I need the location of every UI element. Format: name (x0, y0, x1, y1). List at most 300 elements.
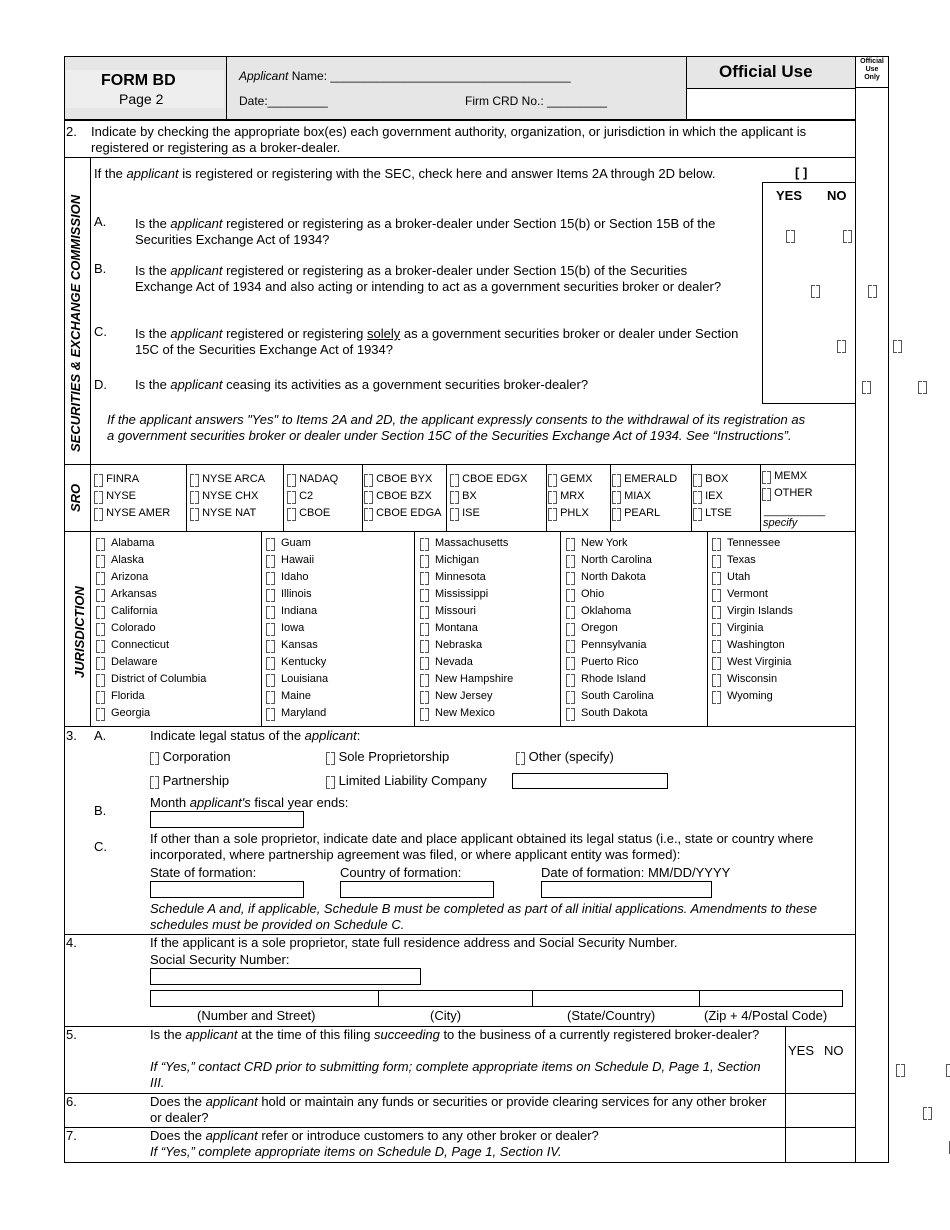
checkbox[interactable] (420, 589, 429, 600)
item3-b-letter: B. (94, 803, 107, 818)
jurisdiction-item[interactable] (96, 705, 206, 722)
jurisdiction-item[interactable] (712, 637, 793, 654)
jurisdiction-item[interactable] (712, 671, 793, 688)
divider (283, 464, 284, 531)
jurisdiction-column-4 (566, 535, 654, 722)
checkbox[interactable] (566, 691, 575, 702)
checkbox[interactable] (266, 657, 275, 668)
jurisdiction-item[interactable] (266, 552, 328, 569)
sro-item[interactable]: C2 (287, 488, 338, 505)
divider (414, 531, 415, 726)
sro-item[interactable]: CBOE EDGX (450, 471, 527, 488)
jurisdiction-item[interactable] (266, 535, 328, 552)
sro-item[interactable]: MEMX (762, 468, 813, 485)
sro-item[interactable]: NYSE AMER (94, 505, 170, 522)
sro-item[interactable]: NYSE ARCA (190, 471, 265, 488)
q-a-no-checkbox[interactable] (843, 230, 852, 241)
sro-column-7 (612, 471, 677, 522)
jurisdiction-label: North Carolina (581, 554, 652, 566)
q-b-text: Is the applicant registered or registering as a broker-dealer under Section 15(b) of the Securities Exchange Act of 1934 and also acting or intending to act as a government securities broker or dealer? (135, 263, 722, 294)
jurisdiction-item[interactable] (712, 688, 793, 705)
q-d-letter: D. (94, 377, 107, 392)
q-b-yes-checkbox[interactable] (811, 285, 820, 296)
jurisdiction-label: Vermont (727, 588, 768, 600)
checkbox[interactable] (420, 640, 429, 651)
country-of-formation-label: Country of formation: (340, 865, 462, 880)
sro-side-label: SRO (68, 483, 83, 512)
jurisdiction-item[interactable] (96, 586, 206, 603)
jurisdiction-item[interactable] (420, 603, 513, 620)
divider (362, 464, 363, 531)
zip-caption: (Zip + 4/Postal Code) (704, 1008, 828, 1023)
divider (691, 464, 692, 531)
item3-c-letter: C. (94, 839, 107, 854)
divider (560, 531, 561, 726)
divider (610, 464, 611, 531)
jurisdiction-label: Wisconsin (727, 673, 778, 685)
checkbox[interactable] (566, 555, 575, 566)
jurisdiction-label: South Carolina (581, 690, 654, 702)
item2-number: 2. (66, 124, 77, 139)
checkbox[interactable] (712, 589, 721, 600)
checkbox[interactable] (96, 623, 105, 634)
jurisdiction-item[interactable] (420, 586, 513, 603)
checkbox[interactable] (420, 691, 429, 702)
page-label: Page 2 (119, 91, 164, 107)
sec-intro: If the applicant is registered or registering with the SEC, check here and answer Items 2A through 2D below. (94, 166, 716, 181)
checkbox[interactable] (96, 589, 105, 600)
item6-yes-checkbox[interactable] (923, 1107, 932, 1118)
checkbox[interactable] (566, 572, 575, 583)
sec-checkbox[interactable]: [ ] (795, 165, 808, 180)
sole-proprietorship-option[interactable]: Sole Proprietorship (326, 749, 449, 765)
date-of-formation-label: Date of formation: MM/DD/YYYY (541, 865, 731, 880)
sro-column-6 (548, 471, 592, 522)
sro-specify-line[interactable]: __________ (764, 505, 826, 517)
consent-note: If the applicant answers "Yes" to Items 2A and 2D, the applicant expressly consents to the withdrawal of its registration as a government securities broker or dealer under Section 15C of the Securities Exchange Act of 1934. See “Instructions”. (107, 412, 806, 443)
sro-column-1 (94, 471, 170, 522)
jurisdiction-item[interactable] (712, 586, 793, 603)
partnership-option[interactable]: Partnership (150, 773, 229, 789)
jurisdiction-label: Wyoming (727, 690, 773, 702)
item3-c-text: If other than a sole proprietor, indicate date and place applicant obtained its legal status (i.e., state or country where incorporated, where partnership agreement was filed, or where applicant entity was formed): (150, 831, 814, 862)
checkbox[interactable] (96, 708, 105, 719)
jurisdiction-item[interactable] (712, 569, 793, 586)
jurisdiction-item[interactable] (420, 620, 513, 637)
sro-item[interactable]: PEARL (612, 505, 677, 522)
item3-b-text: Month applicant's fiscal year ends: (150, 795, 349, 810)
sro-item[interactable]: CBOE BYX (364, 471, 441, 488)
item5-yes-header: YES (788, 1043, 815, 1058)
checkbox[interactable] (266, 691, 275, 702)
applicant-name-line: Name: ____________________________________ (288, 69, 571, 83)
divider (186, 464, 187, 531)
jurisdiction-label: New Hampshire (435, 673, 514, 685)
item5-no-header: NO (824, 1043, 844, 1058)
ssn-label: Social Security Number: (150, 952, 290, 967)
q-b-no-checkbox[interactable] (868, 285, 877, 296)
jurisdiction-label: South Dakota (581, 707, 648, 719)
jurisdiction-item[interactable] (266, 688, 328, 705)
official-use-only-label: Official Use Only (860, 58, 884, 81)
jurisdiction-label: Virginia (727, 622, 764, 634)
jurisdiction-label: Kentucky (281, 656, 327, 668)
jurisdiction-item[interactable] (566, 688, 654, 705)
checkbox[interactable] (420, 674, 429, 685)
item3-a-text: Indicate legal status of the applicant: (150, 728, 361, 743)
divider (261, 531, 262, 726)
checkbox[interactable] (566, 657, 575, 668)
jurisdiction-label: Hawaii (281, 554, 315, 566)
checkbox[interactable] (566, 538, 575, 549)
checkbox[interactable] (420, 623, 429, 634)
item5-number: 5. (66, 1027, 77, 1042)
checkbox[interactable] (266, 606, 275, 617)
state-country-input[interactable] (532, 990, 700, 1007)
jurisdiction-item[interactable] (266, 603, 328, 620)
corporation-option[interactable]: Corporation (150, 749, 231, 765)
jurisdiction-label: New York (581, 537, 628, 549)
divider (226, 56, 227, 120)
sro-column-2 (190, 471, 265, 522)
item7-text: Does the applicant refer or introduce customers to any other broker or dealer? (150, 1128, 599, 1143)
sro-column-3 (287, 471, 338, 522)
sro-item[interactable]: NYSE NAT (190, 505, 265, 522)
checkbox[interactable] (266, 555, 275, 566)
checkbox[interactable] (712, 640, 721, 651)
sro-item[interactable]: FINRA (94, 471, 170, 488)
checkbox[interactable] (96, 555, 105, 566)
sro-item[interactable]: MIAX (612, 488, 677, 505)
checkbox[interactable] (712, 555, 721, 566)
sro-item[interactable]: MRX (548, 488, 592, 505)
jurisdiction-item[interactable] (266, 671, 328, 688)
checkbox[interactable] (712, 623, 721, 634)
q-c-letter: C. (94, 324, 107, 339)
jurisdiction-item[interactable] (266, 569, 328, 586)
jurisdiction-item[interactable] (96, 620, 206, 637)
jurisdiction-label: Minnesota (435, 571, 486, 583)
jurisdiction-item[interactable] (420, 654, 513, 671)
jurisdiction-item[interactable] (420, 637, 513, 654)
jurisdiction-label: Massachusetts (435, 537, 509, 549)
jurisdiction-label: Louisiana (281, 673, 329, 685)
jurisdiction-item[interactable] (566, 569, 654, 586)
divider (546, 464, 547, 531)
street-input[interactable] (150, 990, 379, 1007)
checkbox[interactable] (266, 674, 275, 685)
item4-text: If the applicant is a sole proprietor, state full residence address and Social Security Number. (150, 935, 678, 950)
checkbox[interactable] (266, 623, 275, 634)
jurisdiction-label: Tennessee (727, 537, 781, 549)
jurisdiction-label: Maryland (281, 707, 327, 719)
state-of-formation-label: State of formation: (150, 865, 257, 880)
sro-item[interactable]: NYSE CHX (190, 488, 265, 505)
jurisdiction-item[interactable] (712, 603, 793, 620)
official-use-column (855, 87, 889, 1163)
jurisdiction-item[interactable] (266, 637, 328, 654)
country-of-formation-input[interactable] (340, 881, 494, 898)
firm-crd-label[interactable]: Firm CRD No.: _________ (465, 94, 608, 108)
jurisdiction-label: District of Columbia (111, 673, 207, 685)
checkbox[interactable] (96, 606, 105, 617)
state-of-formation-input[interactable] (150, 881, 304, 898)
jurisdiction-label: Washington (727, 639, 785, 651)
checkbox[interactable] (266, 708, 275, 719)
jurisdiction-item[interactable] (712, 552, 793, 569)
jurisdiction-item[interactable] (420, 705, 513, 722)
jurisdiction-label: Rhode Island (581, 673, 646, 685)
q-a-letter: A. (94, 214, 107, 229)
checkbox[interactable] (712, 538, 721, 549)
sro-item[interactable]: CBOE EDGA (364, 505, 441, 522)
item4-number: 4. (66, 935, 77, 950)
sro-column-8 (693, 471, 732, 522)
jurisdiction-item[interactable] (266, 620, 328, 637)
street-caption: (Number and Street) (197, 1008, 316, 1023)
item5-no-checkbox[interactable] (946, 1064, 950, 1075)
yes-header: YES (776, 188, 803, 203)
jurisdiction-label: West Virginia (727, 656, 792, 668)
checkbox[interactable] (712, 606, 721, 617)
checkbox[interactable] (712, 572, 721, 583)
checkbox[interactable] (566, 708, 575, 719)
checkbox[interactable] (266, 538, 275, 549)
checkbox[interactable] (420, 708, 429, 719)
item3-number: 3. (66, 728, 77, 743)
jurisdiction-item[interactable] (566, 705, 654, 722)
checkbox[interactable] (266, 640, 275, 651)
jurisdiction-item[interactable] (566, 603, 654, 620)
jurisdiction-label: Idaho (281, 571, 309, 583)
q-c-no-checkbox[interactable] (893, 340, 902, 351)
sro-item[interactable]: BOX (693, 471, 732, 488)
divider (90, 157, 91, 726)
item3-a-letter: A. (94, 728, 107, 743)
sro-item[interactable]: GEMX (548, 471, 592, 488)
q-d-yes-checkbox[interactable] (862, 381, 871, 392)
jurisdiction-item[interactable] (420, 535, 513, 552)
jurisdiction-item[interactable] (96, 654, 206, 671)
official-use-title: Official Use (719, 62, 813, 81)
sro-item[interactable]: ISE (450, 505, 527, 522)
jurisdiction-label: New Jersey (435, 690, 493, 702)
jurisdiction-label: Florida (111, 690, 145, 702)
checkbox[interactable] (96, 657, 105, 668)
jurisdiction-label: Oregon (581, 622, 618, 634)
jurisdiction-label: Arkansas (111, 588, 157, 600)
jurisdiction-column-5 (712, 535, 793, 705)
jurisdiction-item[interactable] (420, 671, 513, 688)
checkbox[interactable] (712, 691, 721, 702)
sro-item[interactable]: CBOE (287, 505, 338, 522)
checkbox[interactable] (566, 623, 575, 634)
checkbox[interactable] (96, 572, 105, 583)
q-a-yes-checkbox[interactable] (786, 230, 795, 241)
checkbox[interactable] (266, 589, 275, 600)
divider (446, 464, 447, 531)
applicant-name-label[interactable] (239, 69, 571, 83)
jurisdiction-side-label: JURISDICTION (72, 586, 87, 678)
sro-item[interactable]: OTHER (762, 485, 813, 502)
jurisdiction-label: Pennsylvania (581, 639, 647, 651)
other-option[interactable]: Other (specify) (516, 749, 614, 765)
sro-column-9 (762, 468, 813, 502)
jurisdiction-item[interactable] (420, 552, 513, 569)
sro-item[interactable]: IEX (693, 488, 732, 505)
checkbox[interactable] (420, 538, 429, 549)
jurisdiction-item[interactable] (712, 620, 793, 637)
checkbox[interactable] (96, 674, 105, 685)
divider (64, 726, 856, 727)
official-use-box (686, 88, 856, 120)
sro-column-4 (364, 471, 441, 522)
sro-item[interactable]: PHLX (548, 505, 592, 522)
checkbox[interactable] (150, 752, 159, 763)
divider (785, 1026, 786, 1163)
sro-item[interactable]: NADAQ (287, 471, 338, 488)
checkbox[interactable] (96, 538, 105, 549)
jurisdiction-item[interactable] (712, 535, 793, 552)
item5-yes-checkbox[interactable] (896, 1064, 905, 1075)
jurisdiction-label: Indiana (281, 605, 318, 617)
item7-number: 7. (66, 1128, 77, 1143)
city-input[interactable] (378, 990, 533, 1007)
jurisdiction-label: Montana (435, 622, 478, 634)
checkbox[interactable] (712, 657, 721, 668)
fiscal-year-input[interactable] (150, 811, 304, 828)
jurisdiction-label: Iowa (281, 622, 305, 634)
schedule-note: Schedule A and, if applicable, Schedule B must be completed as part of all initial applications. Amendments to these schedules must be provided on Schedule C. (150, 901, 817, 932)
checkbox[interactable] (326, 752, 335, 763)
sro-column-5 (450, 471, 527, 522)
item5-text: Is the applicant at the time of this filing succeeding to the business of a currently registered broker-dealer? (150, 1027, 760, 1042)
ssn-input[interactable] (150, 968, 421, 985)
jurisdiction-label: North Dakota (581, 571, 646, 583)
jurisdiction-label: Utah (727, 571, 751, 583)
checkbox[interactable] (420, 572, 429, 583)
divider (64, 464, 856, 465)
jurisdiction-item[interactable] (420, 569, 513, 586)
date-of-formation-input[interactable] (541, 881, 712, 898)
jurisdiction-item[interactable] (266, 586, 328, 603)
jurisdiction-item[interactable] (566, 637, 654, 654)
checkbox[interactable] (566, 606, 575, 617)
state-country-caption: (State/Country) (567, 1008, 656, 1023)
sro-item[interactable]: NYSE (94, 488, 170, 505)
jurisdiction-item[interactable] (566, 535, 654, 552)
item6-number: 6. (66, 1094, 77, 1109)
checkbox[interactable] (420, 657, 429, 668)
jurisdiction-label: Michigan (435, 554, 480, 566)
jurisdiction-item[interactable] (566, 620, 654, 637)
jurisdiction-column-3 (420, 535, 513, 722)
no-header: NO (827, 188, 847, 203)
jurisdiction-item[interactable] (566, 671, 654, 688)
jurisdiction-label: Alabama (111, 537, 155, 549)
item5-note: If “Yes,” contact CRD prior to submitting form; complete appropriate items on Schedule D, Page 1, Section III. (150, 1059, 761, 1090)
q-b-letter: B. (94, 261, 107, 276)
jurisdiction-item[interactable] (566, 654, 654, 671)
checkbox[interactable] (566, 640, 575, 651)
jurisdiction-item[interactable] (96, 671, 206, 688)
jurisdiction-item[interactable] (266, 705, 328, 722)
jurisdiction-label: Ohio (581, 588, 605, 600)
jurisdiction-label: Alaska (111, 554, 145, 566)
jurisdiction-label: Missouri (435, 605, 476, 617)
jurisdiction-label: Nevada (435, 656, 473, 668)
checkbox[interactable] (326, 776, 335, 787)
jurisdiction-label: Arizona (111, 571, 149, 583)
jurisdiction-label: Virgin Islands (727, 605, 793, 617)
item2-text: Indicate by checking the appropriate box(es) each government authority, organization, or jurisdiction in which the applicant is registered or registering as a broker-dealer. (91, 124, 807, 155)
form-title: FORM BD (101, 72, 176, 89)
item7-note: If “Yes,” complete appropriate items on Schedule D, Page 1, Section IV. (150, 1144, 562, 1159)
jurisdiction-label: Nebraska (435, 639, 483, 651)
sro-item[interactable]: BX (450, 488, 527, 505)
checkbox[interactable] (150, 776, 159, 787)
divider (760, 464, 761, 531)
sro-item[interactable]: EMERALD (612, 471, 677, 488)
jurisdiction-label: Puerto Rico (581, 656, 639, 668)
checkbox[interactable] (712, 674, 721, 685)
jurisdiction-item[interactable] (96, 637, 206, 654)
applicant-word: Applicant (239, 69, 289, 83)
jurisdiction-item[interactable] (96, 569, 206, 586)
item6-text: Does the applicant hold or maintain any funds or securities or provide clearing services for any other broker or dealer? (150, 1094, 767, 1125)
jurisdiction-item[interactable] (420, 688, 513, 705)
llc-option[interactable]: Limited Liability Company (326, 773, 487, 789)
yes-no-box (762, 182, 855, 404)
city-caption: (City) (430, 1008, 462, 1023)
jurisdiction-item[interactable] (96, 552, 206, 569)
jurisdiction-label: Maine (281, 690, 311, 702)
jurisdiction-label: Illinois (281, 588, 312, 600)
jurisdiction-item[interactable] (712, 654, 793, 671)
divider (64, 531, 856, 532)
jurisdiction-item[interactable] (566, 586, 654, 603)
q-c-yes-checkbox[interactable] (837, 340, 846, 351)
jurisdiction-item[interactable] (96, 603, 206, 620)
date-label[interactable]: Date:_________ (239, 94, 328, 108)
jurisdiction-item[interactable] (566, 552, 654, 569)
checkbox[interactable] (96, 691, 105, 702)
jurisdiction-item[interactable] (96, 535, 206, 552)
jurisdiction-label: California (111, 605, 158, 617)
jurisdiction-column-1 (96, 535, 206, 722)
jurisdiction-column-2 (266, 535, 328, 722)
q-d-no-checkbox[interactable] (918, 381, 927, 392)
checkbox[interactable] (420, 555, 429, 566)
jurisdiction-label: Guam (281, 537, 311, 549)
checkbox[interactable] (266, 572, 275, 583)
q-d-text: Is the applicant ceasing its activities as a government securities broker-dealer? (135, 377, 589, 392)
checkbox[interactable] (516, 752, 525, 763)
jurisdiction-label: Oklahoma (581, 605, 632, 617)
checkbox[interactable] (96, 640, 105, 651)
zip-input[interactable] (699, 990, 843, 1007)
checkbox[interactable] (566, 589, 575, 600)
jurisdiction-label: Texas (727, 554, 756, 566)
jurisdiction-item[interactable] (266, 654, 328, 671)
checkbox[interactable] (420, 606, 429, 617)
jurisdiction-item[interactable] (96, 688, 206, 705)
checkbox[interactable] (566, 674, 575, 685)
sro-item[interactable]: CBOE BZX (364, 488, 441, 505)
sro-item[interactable]: LTSE (693, 505, 732, 522)
other-specify-input[interactable] (512, 773, 668, 789)
divider (64, 157, 856, 158)
